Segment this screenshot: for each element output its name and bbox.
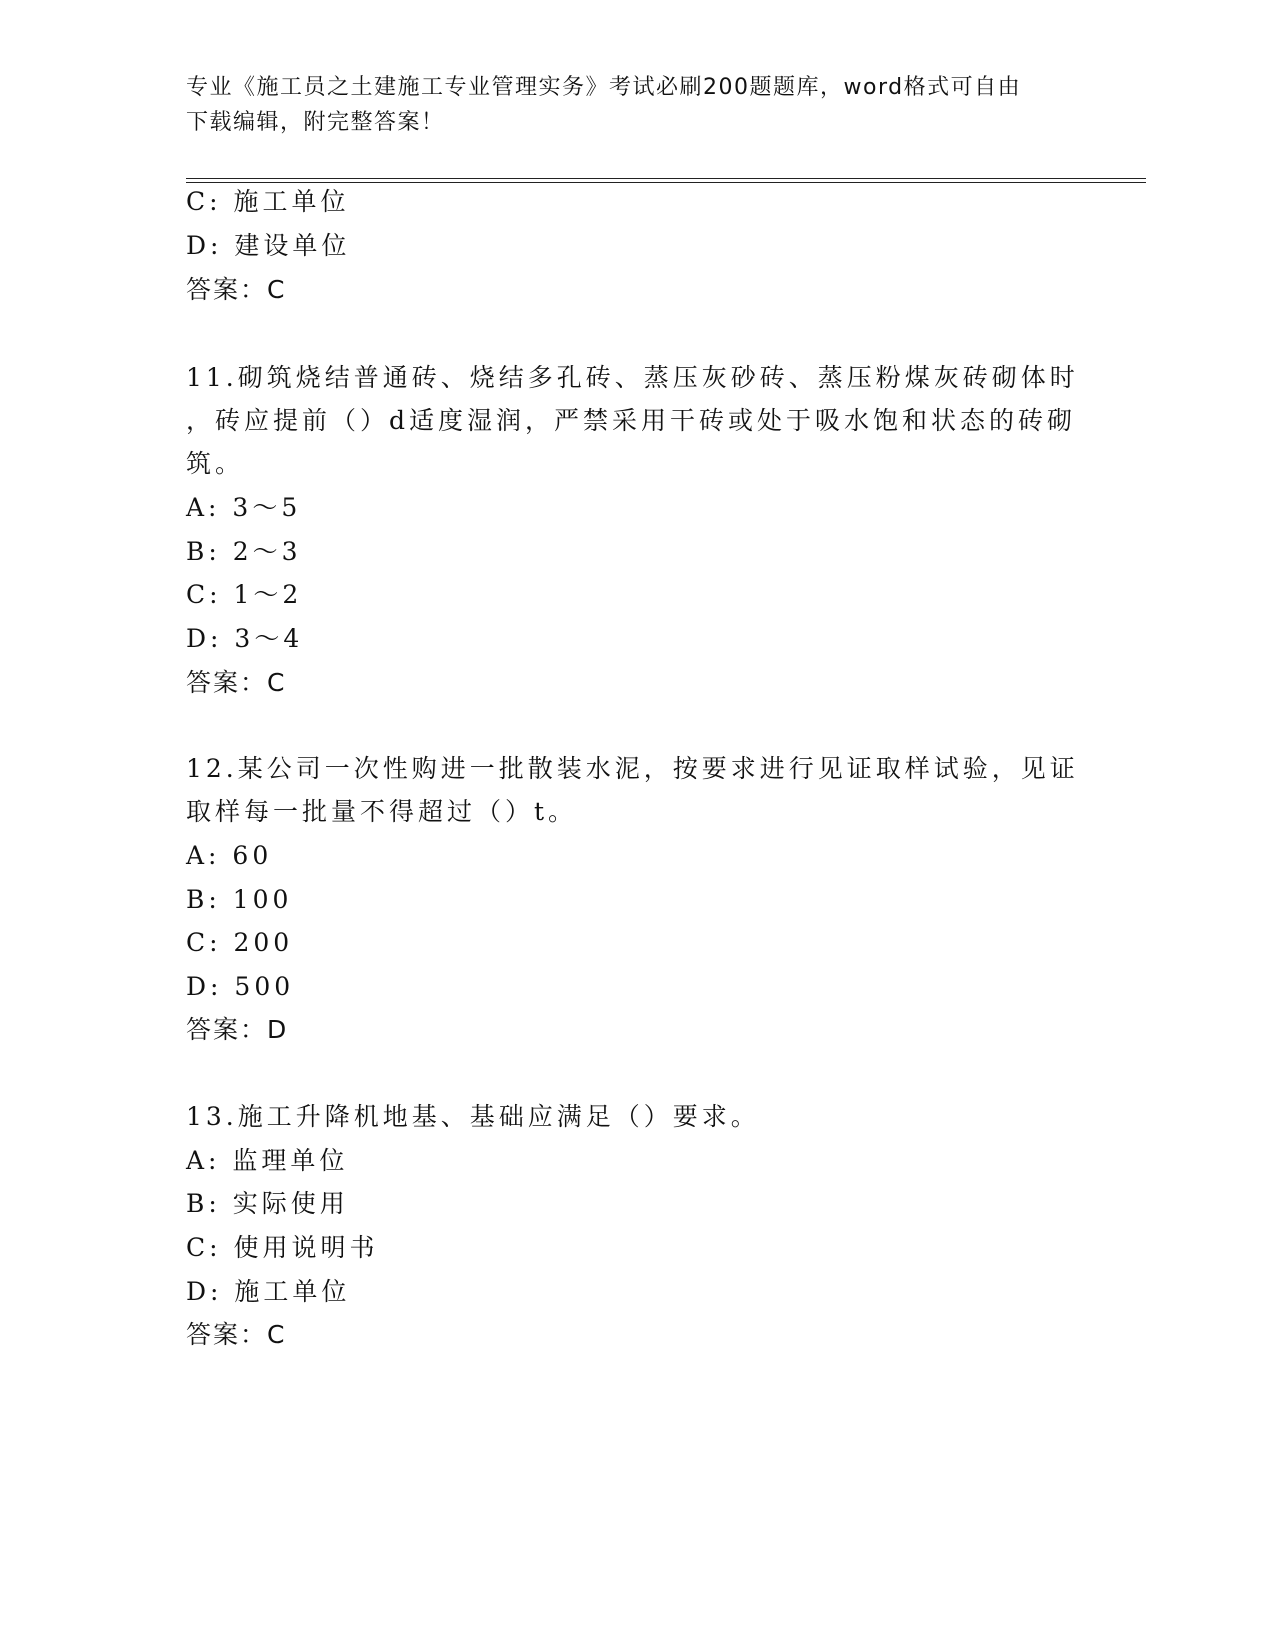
q11-stem-line-1: 11.砌筑烧结普通砖、烧结多孔砖、蒸压灰砂砖、蒸压粉煤灰砖砌体时 <box>186 363 1079 392</box>
q13-stem-line-1: 13.施工升降机地基、基础应满足（）要求。 <box>186 1102 760 1131</box>
header-line-1: 专业《施工员之土建施工专业管理实务》考试必刷200题题库，word格式可自由 <box>186 75 1022 100</box>
q13-answer: 答案：C <box>186 1320 287 1349</box>
q12-option-a: A: 60 <box>186 841 273 870</box>
q12-option-b: B: 100 <box>186 885 293 914</box>
q11-answer: 答案：C <box>186 668 287 697</box>
header-line-2: 下载编辑，附完整答案！ <box>186 110 445 135</box>
q12-option-c: C: 200 <box>186 928 294 957</box>
q12-answer: 答案：D <box>186 1015 289 1044</box>
q11-option-c: C: 1～2 <box>186 580 303 609</box>
prev-option-c: C: 施工单位 <box>186 187 350 216</box>
document-header <box>186 70 1086 140</box>
q12-option-d: D: 500 <box>186 972 295 1001</box>
q13-option-d: D: 施工单位 <box>186 1277 351 1306</box>
q12-stem-line-1: 12.某公司一次性购进一批散装水泥，按要求进行见证取样试验，见证 <box>186 754 1079 783</box>
q11-stem-line-3: 筑。 <box>186 449 245 478</box>
q11-option-a: A: 3～5 <box>186 493 302 522</box>
q11-option-b: B: 2～3 <box>186 537 302 566</box>
q11-option-d: D: 3～4 <box>186 624 304 653</box>
q13-option-b: B: 实际使用 <box>186 1189 349 1218</box>
q12-stem-line-2: 取样每一批量不得超过（）t。 <box>186 797 578 826</box>
q11-stem-line-2: ，砖应提前（）d适度湿润，严禁采用干砖或处于吸水饱和状态的砖砌 <box>186 406 1077 435</box>
q13-option-c: C: 使用说明书 <box>186 1233 379 1262</box>
prev-answer: 答案：C <box>186 275 287 304</box>
document-page <box>186 0 1146 1650</box>
prev-option-d: D: 建设单位 <box>186 231 351 260</box>
header-divider <box>186 178 1146 183</box>
q13-option-a: A: 监理单位 <box>186 1146 349 1175</box>
